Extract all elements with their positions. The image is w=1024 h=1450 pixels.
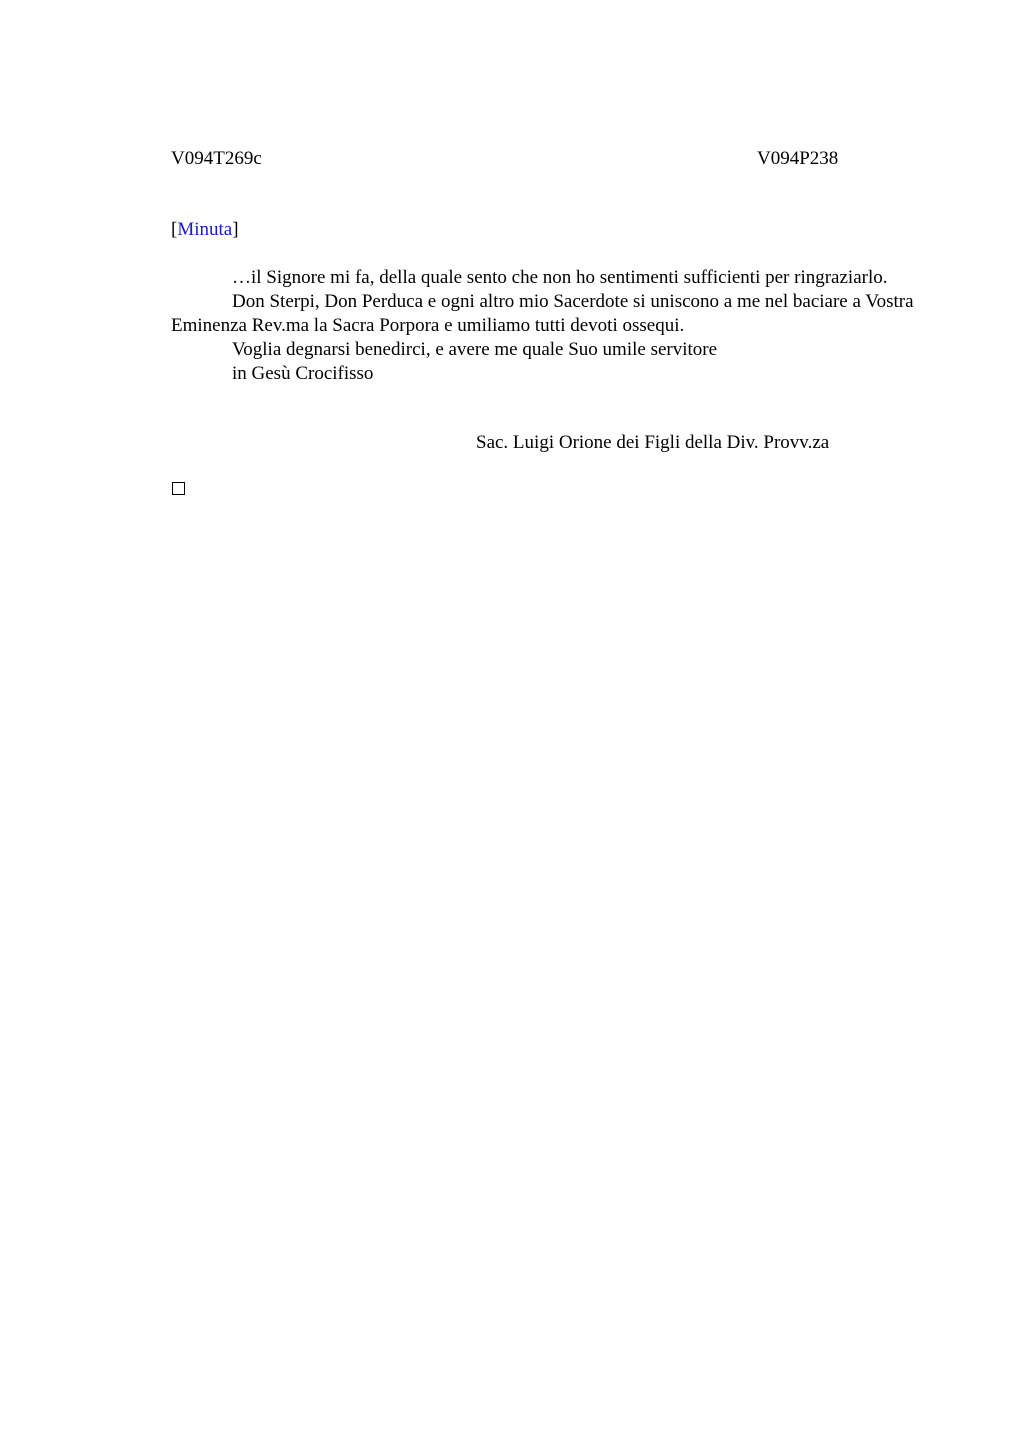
draft-label [171, 219, 239, 241]
paragraph-3: Voglia degnarsi benedirci, e avere me quale Suo umile servitore [232, 339, 718, 360]
label-close-bracket: ] [232, 219, 239, 240]
paragraph-2: Don Sterpi, Don Perduca e ogni altro mio Sacerdote si uniscono a me nel baciare a Vostra Eminenza Rev.ma la Sacra Porpora e umiliamo tutti devoti ossequi. [171, 291, 914, 336]
label-open-bracket: [ [171, 219, 178, 240]
document-code-left: V094T269c [171, 148, 262, 169]
closing-line: in Gesù Crocifisso [232, 363, 374, 384]
letter-body [171, 266, 931, 386]
document-code-right: V094P238 [757, 148, 839, 169]
minuta-link[interactable]: Minuta [177, 219, 233, 240]
signature: Sac. Luigi Orione dei Figli della Div. Provv.za [476, 432, 830, 453]
end-of-document-box-icon [172, 482, 185, 495]
paragraph-1: …il Signore mi fa, della quale sento che non ho sentimenti sufficienti per ringraziarlo. [232, 267, 888, 288]
